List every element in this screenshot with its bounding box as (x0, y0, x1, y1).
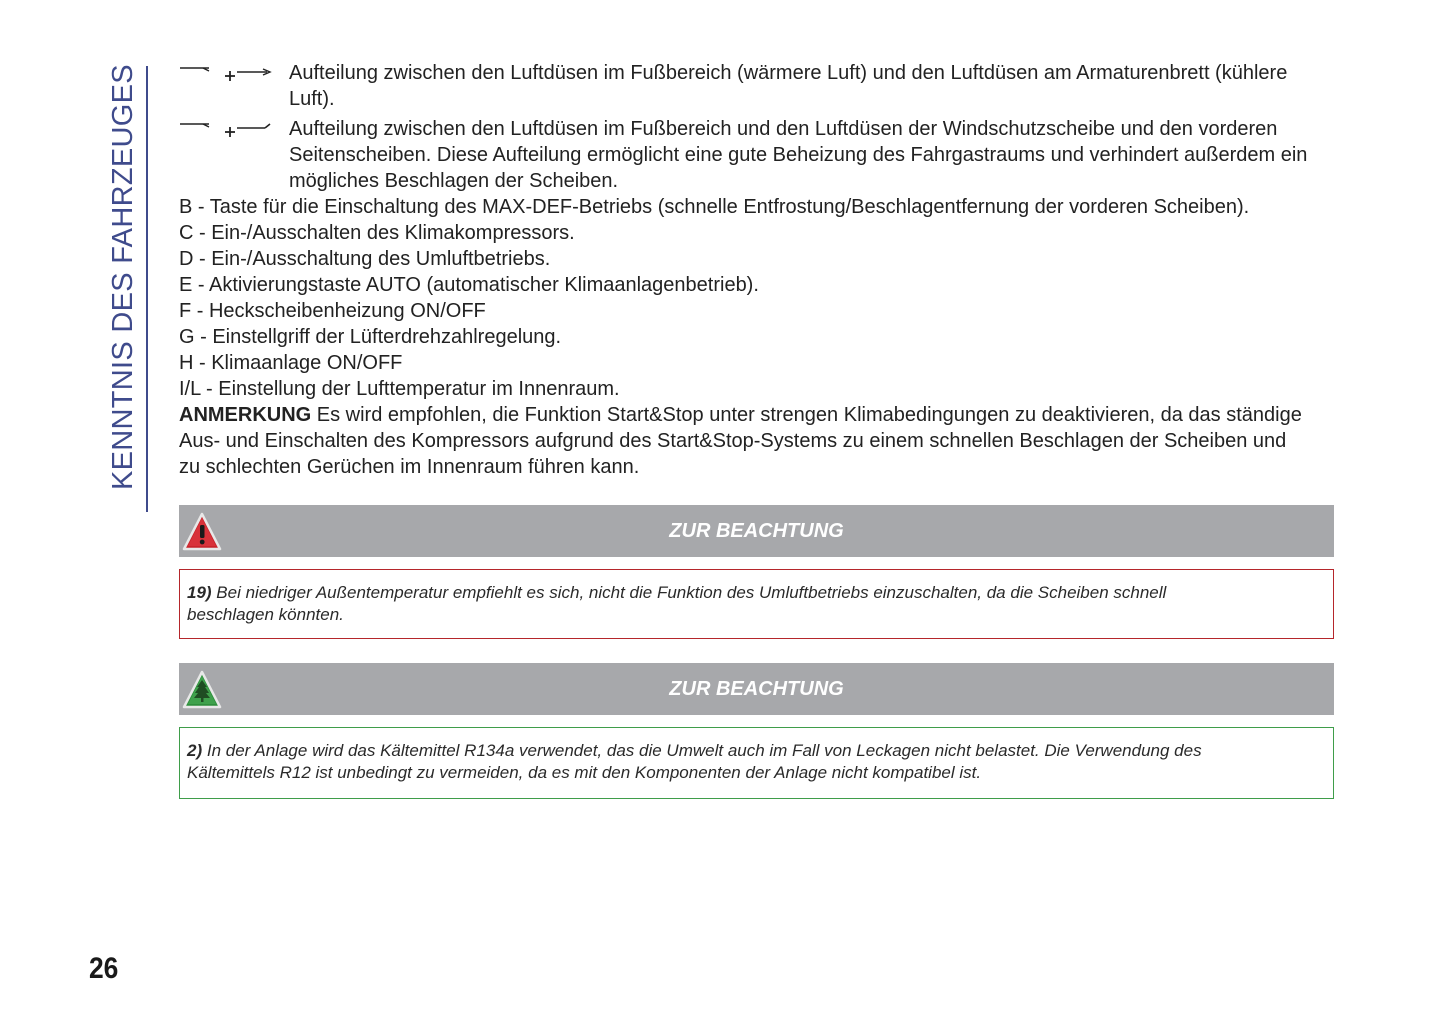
main-content (179, 60, 1339, 480)
control-item: E - Aktivierungstaste AUTO (automatischer Klimaanlagenbetrieb). (179, 274, 759, 296)
control-item: D - Ein-/Ausschaltung des Umluftbetriebs. (179, 248, 551, 270)
warning-box (179, 727, 1334, 799)
warning-header-title: ZUR BEACHTUNG (669, 520, 844, 542)
control-item: B - Taste für die Einschaltung des MAX-DEF-Betriebs (schnelle Entfrostung/Beschlagentfernung der vorderen Scheiben). (179, 196, 1250, 218)
control-item: C - Ein-/Ausschalten des Klimakompressors. (179, 222, 575, 244)
note-text: Es wird empfohlen, die Funktion Start&Stop unter strengen Klimabedingungen zu deaktivieren, da das ständige (311, 404, 1302, 426)
control-item: G - Einstellgriff der Lüfterdrehzahlregelung. (179, 326, 562, 348)
distribution-text-line: mögliches Beschlagen der Scheiben. (289, 170, 619, 192)
warning-box (179, 569, 1334, 639)
distribution-text-line: Aufteilung zwischen den Luftdüsen im Fußbereich und den Luftdüsen der Windschutzscheibe und den vorderen (289, 118, 1278, 140)
warning-header-title: ZUR BEACHTUNG (669, 678, 844, 700)
control-item: F - Heckscheibenheizung ON/OFF (179, 300, 486, 322)
warning-text: Bei niedriger Außentemperatur empfiehlt es sich, nicht die Funktion des Umluftbetriebs einzuschalten, da die Scheiben schnell (211, 583, 1167, 602)
section-divider (146, 66, 148, 512)
warning-number: 2) (187, 741, 203, 760)
note-label: ANMERKUNG (179, 404, 312, 426)
warning-text: In der Anlage wird das Kältemittel R134a verwendet, das die Umwelt auch im Fall von Leckagen nicht belastet. Die Verwendung des (202, 741, 1202, 760)
distribution-text-line: Luft). (289, 88, 335, 110)
control-item: H - Klimaanlage ON/OFF (179, 352, 403, 374)
distribution-text-line: Seitenscheiben. Diese Aufteilung ermöglicht eine gute Beheizung des Fahrgastraums und verhindert außerdem ein (289, 144, 1308, 166)
feet-dashboard-airflow-icon (179, 62, 275, 82)
warning-text-line: beschlagen könnten. (187, 605, 344, 624)
distribution-item (179, 60, 1339, 112)
warning-text-line: Kältemittels R12 ist unbedingt zu vermeiden, da es mit den Komponenten der Anlage nicht kompatibel ist. (187, 763, 982, 782)
distribution-text-line: Aufteilung zwischen den Luftdüsen im Fußbereich (wärmere Luft) und den Luftdüsen am Armaturenbrett (kühlere (289, 62, 1288, 84)
section-title: KENNTNIS DES FAHRZEUGES (107, 64, 139, 490)
warning-number: 19) (187, 583, 212, 602)
warning-header (179, 505, 1334, 557)
warning-header (179, 663, 1334, 715)
page-number: 26 (89, 952, 119, 985)
control-item: I/L - Einstellung der Lufttemperatur im Innenraum. (179, 378, 620, 400)
note-text-line: zu schlechten Gerüchen im Innenraum führen kann. (179, 456, 640, 478)
feet-windshield-airflow-icon (179, 118, 275, 138)
note-paragraph (179, 402, 1339, 480)
controls-list (179, 194, 1339, 402)
distribution-item (179, 116, 1339, 194)
note-text-line: Aus- und Einschalten des Kompressors aufgrund des Start&Stop-Systems zu einem schnellen Beschlagen der Scheiben und (179, 430, 1287, 452)
